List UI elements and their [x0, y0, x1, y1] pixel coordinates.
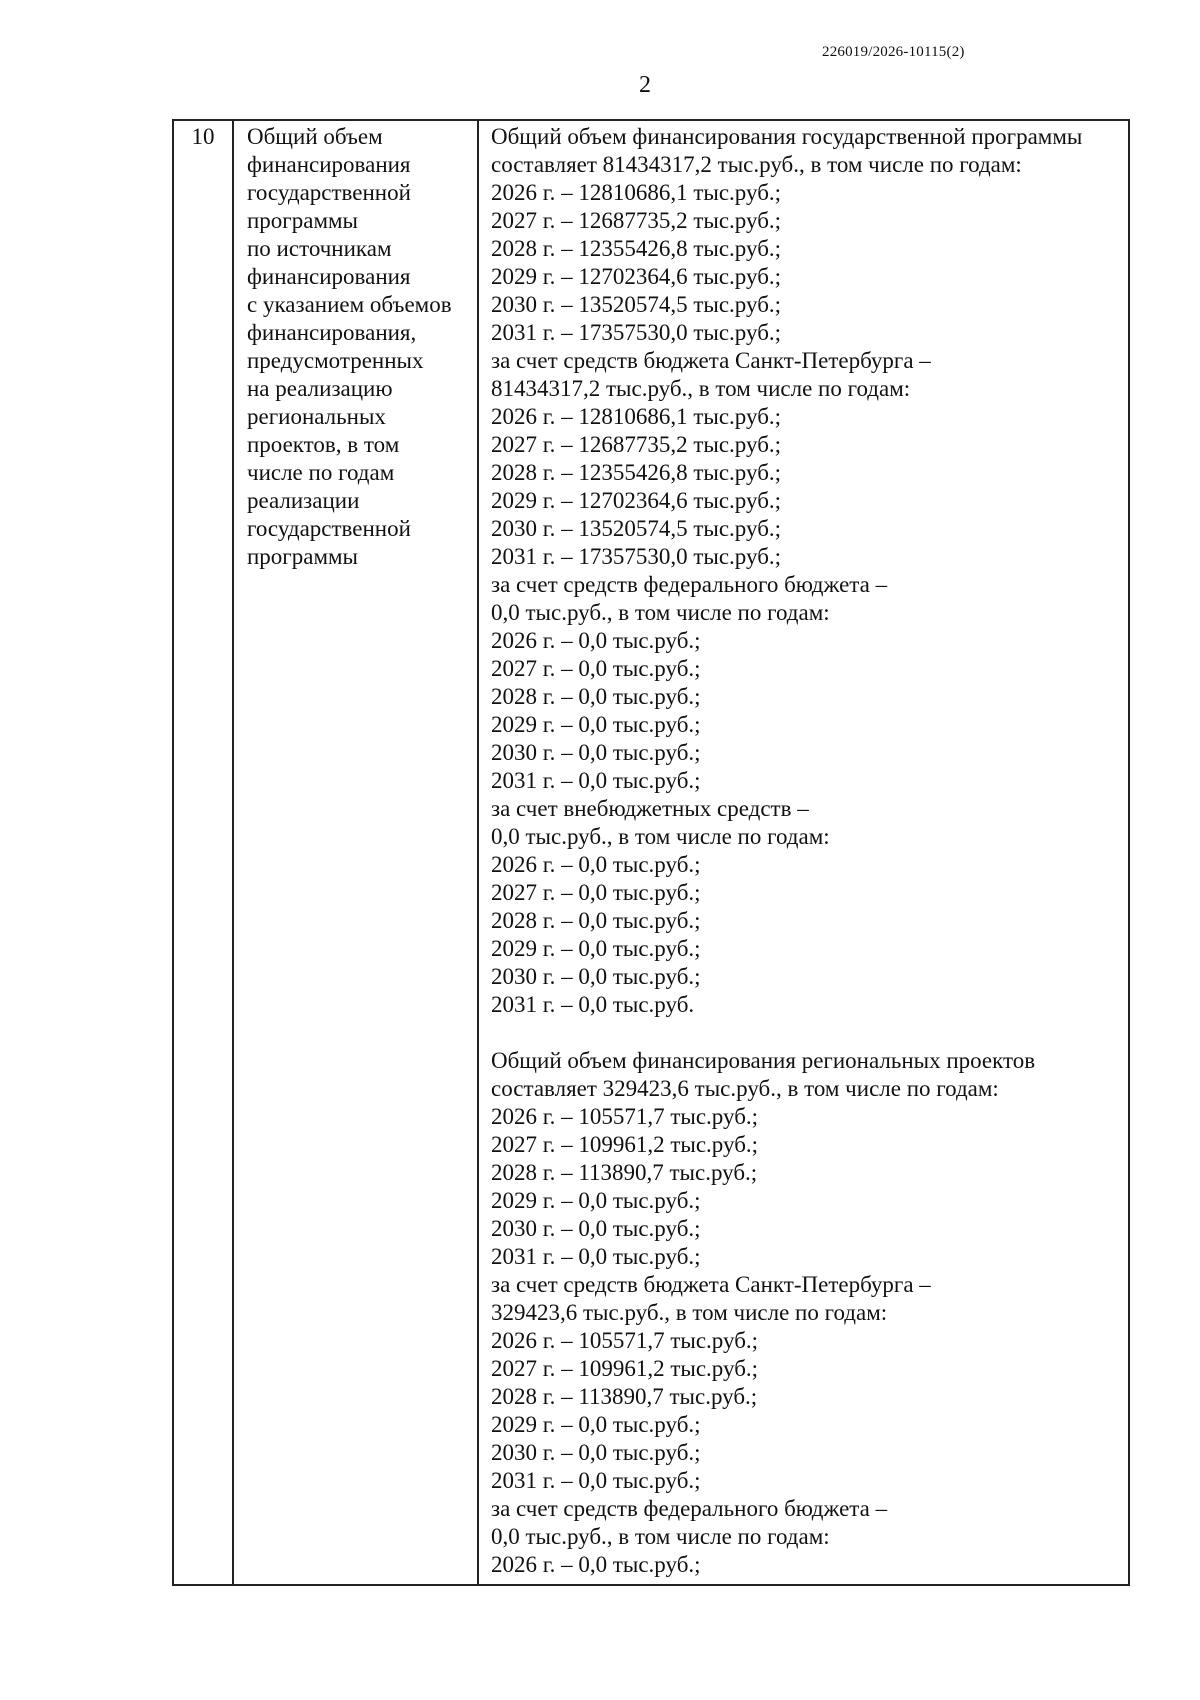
content-line: 329423,6 тыс.руб., в том числе по годам:: [491, 1300, 888, 1325]
content-line: 2027 г. – 12687735,2 тыс.руб.;: [491, 208, 782, 233]
label-cell: [234, 121, 479, 1584]
content-line: 2031 г. – 0,0 тыс.руб.;: [491, 768, 701, 793]
label-line: программы: [247, 208, 359, 233]
content-line: составляет 81434317,2 тыс.руб., в том числе по годам:: [491, 152, 1022, 177]
label-line: по источникам: [247, 236, 392, 261]
content-line: 2029 г. – 0,0 тыс.руб.;: [491, 936, 701, 961]
content-line: 2029 г. – 12702364,6 тыс.руб.;: [491, 264, 782, 289]
label-line: государственной: [247, 516, 411, 541]
label-line: на реализацию: [247, 376, 393, 401]
row-number-cell: 10: [174, 121, 234, 1584]
content-cell: [479, 121, 1128, 1584]
label-line: проектов, в том: [247, 432, 400, 457]
document-id: 226019/2026-10115(2): [822, 44, 965, 60]
content-line: 2028 г. – 113890,7 тыс.руб.;: [491, 1384, 758, 1409]
content-line: 2027 г. – 109961,2 тыс.руб.;: [491, 1356, 759, 1381]
content-line: 2029 г. – 0,0 тыс.руб.;: [491, 1188, 701, 1213]
content-line: 0,0 тыс.руб., в том числе по годам:: [491, 1524, 830, 1549]
content-line: за счет средств бюджета Санкт-Петербурга –: [491, 1272, 931, 1297]
regional-projects-financing-block: [491, 1047, 1128, 1579]
content-line: 2027 г. – 12687735,2 тыс.руб.;: [491, 432, 782, 457]
content-line: 2028 г. – 0,0 тыс.руб.;: [491, 908, 701, 933]
block-spacer: [491, 1019, 1128, 1047]
content-line: 2030 г. – 0,0 тыс.руб.;: [491, 1216, 701, 1241]
content-line: 2030 г. – 13520574,5 тыс.руб.;: [491, 516, 782, 541]
content-line: 81434317,2 тыс.руб., в том числе по годам:: [491, 376, 911, 401]
label-line: Общий объем: [247, 124, 383, 149]
content-line: 2031 г. – 0,0 тыс.руб.: [491, 992, 695, 1017]
content-line: 2026 г. – 105571,7 тыс.руб.;: [491, 1104, 759, 1129]
content-line: 2030 г. – 0,0 тыс.руб.;: [491, 1440, 701, 1465]
content-line: 2028 г. – 113890,7 тыс.руб.;: [491, 1160, 758, 1185]
content-line: за счет средств федерального бюджета –: [491, 1496, 888, 1521]
content-line: Общий объем финансирования государственной программы: [491, 124, 1083, 149]
content-line: 2026 г. – 0,0 тыс.руб.;: [491, 852, 701, 877]
content-line: 2029 г. – 0,0 тыс.руб.;: [491, 712, 701, 737]
content-line: за счет внебюджетных средств –: [491, 796, 809, 821]
label-line: числе по годам: [247, 460, 395, 485]
content-line: 2029 г. – 0,0 тыс.руб.;: [491, 1412, 701, 1437]
label-line: реализации: [247, 488, 360, 513]
label-line: государственной: [247, 180, 411, 205]
content-line: 2028 г. – 0,0 тыс.руб.;: [491, 684, 701, 709]
financing-table: [172, 119, 1130, 1586]
content-line: составляет 329423,6 тыс.руб., в том числе по годам:: [491, 1076, 999, 1101]
label-line: финансирования: [247, 264, 411, 289]
content-line: 2030 г. – 0,0 тыс.руб.;: [491, 740, 701, 765]
content-line: 2026 г. – 0,0 тыс.руб.;: [491, 628, 701, 653]
content-line: 2026 г. – 105571,7 тыс.руб.;: [491, 1328, 759, 1353]
program-financing-block: [491, 123, 1128, 1019]
content-line: 2031 г. – 17357530,0 тыс.руб.;: [491, 544, 782, 569]
label-line: с указанием объемов: [247, 292, 452, 317]
label-line: финансирования: [247, 152, 411, 177]
label-line: региональных: [247, 404, 386, 429]
content-line: 2031 г. – 17357530,0 тыс.руб.;: [491, 320, 782, 345]
content-line: 0,0 тыс.руб., в том числе по годам:: [491, 824, 830, 849]
content-line: 2028 г. – 12355426,8 тыс.руб.;: [491, 460, 782, 485]
content-line: Общий объем финансирования региональных проектов: [491, 1048, 1036, 1073]
content-line: 2027 г. – 0,0 тыс.руб.;: [491, 656, 701, 681]
content-line: за счет средств бюджета Санкт-Петербурга –: [491, 348, 931, 373]
label-line: финансирования,: [247, 320, 417, 345]
content-line: 2031 г. – 0,0 тыс.руб.;: [491, 1244, 701, 1269]
content-line: 2029 г. – 12702364,6 тыс.руб.;: [491, 488, 782, 513]
content-line: 2031 г. – 0,0 тыс.руб.;: [491, 1468, 701, 1493]
content-line: 2028 г. – 12355426,8 тыс.руб.;: [491, 236, 782, 261]
content-line: 2026 г. – 12810686,1 тыс.руб.;: [491, 180, 782, 205]
content-line: 2030 г. – 13520574,5 тыс.руб.;: [491, 292, 782, 317]
content-line: 2030 г. – 0,0 тыс.руб.;: [491, 964, 701, 989]
content-line: 2026 г. – 0,0 тыс.руб.;: [491, 1552, 701, 1577]
page-number: 2: [639, 72, 651, 98]
label-line: предусмотренных: [247, 348, 424, 373]
content-line: за счет средств федерального бюджета –: [491, 572, 888, 597]
content-line: 2027 г. – 109961,2 тыс.руб.;: [491, 1132, 759, 1157]
content-line: 0,0 тыс.руб., в том числе по годам:: [491, 600, 830, 625]
label-line: программы: [247, 544, 359, 569]
content-line: 2026 г. – 12810686,1 тыс.руб.;: [491, 404, 782, 429]
content-line: 2027 г. – 0,0 тыс.руб.;: [491, 880, 701, 905]
